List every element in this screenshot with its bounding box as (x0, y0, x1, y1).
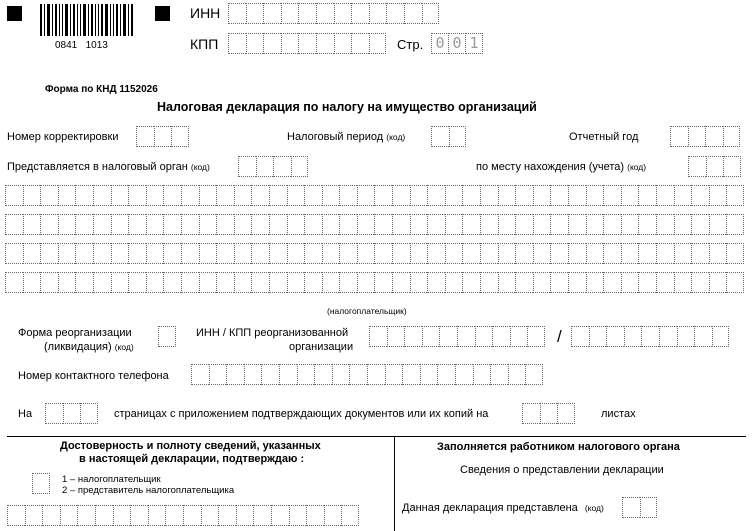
tax-authority-sub: (код) (190, 162, 210, 172)
taxpayer-caption: (налогоплательщик) (327, 306, 407, 316)
location-sub: (код) (627, 162, 647, 172)
correction-number-label: Номер корректировки (7, 131, 119, 143)
tax-authority-field[interactable] (238, 156, 308, 177)
pages-suffix: листах (601, 408, 636, 420)
reporting-year-label: Отчетный год (569, 131, 639, 143)
reorg-form-text: (ликвидация) (44, 341, 112, 353)
tax-period-text: Налоговый период (287, 131, 384, 143)
confirmation-option-1: 1 – налогоплательщик (62, 474, 161, 485)
corner-marker-right (155, 6, 170, 21)
reorg-inn-label-1: ИНН / КПП реорганизованной (196, 327, 349, 339)
inn-field[interactable] (228, 3, 439, 24)
location-text: по месту нахождения (учета) (476, 161, 625, 173)
reorg-form-label-2 (44, 341, 134, 354)
inn-kpp-separator: / (557, 327, 562, 346)
tax-period-label (287, 131, 405, 144)
reorg-inn-field[interactable] (369, 326, 545, 347)
barcode (40, 4, 135, 36)
location-label (476, 161, 646, 174)
taxpayer-name-row[interactable] (5, 243, 744, 264)
reorg-form-sub: (код) (114, 342, 134, 352)
confirmation-code-field[interactable] (32, 473, 50, 494)
reorg-inn-label-2: организации (289, 341, 354, 353)
pages-prefix: На (18, 408, 33, 420)
pages-count-field[interactable] (45, 403, 98, 424)
authority-section-title: Заполняется работником налогового органа (437, 441, 680, 453)
page-digit: 0 (431, 33, 449, 54)
tax-authority-text: Представляется в налоговый орган (7, 161, 188, 173)
phone-field[interactable] (191, 364, 543, 385)
page-number-field[interactable] (431, 33, 482, 54)
reporting-year-field[interactable] (670, 126, 740, 147)
authority-section-subtitle: Сведения о представлении декларации (460, 464, 664, 476)
correction-number-field[interactable] (136, 126, 189, 147)
tax-authority-label (7, 161, 210, 174)
submitted-sub: (код) (584, 503, 604, 513)
tax-period-field[interactable] (431, 126, 466, 147)
barcode-number: 0841 1013 (55, 40, 108, 51)
page-digit: 0 (448, 33, 466, 54)
phone-label: Номер контактного телефона (18, 370, 169, 382)
confirmation-option-2: 2 – представитель налогоплательщика (62, 485, 235, 496)
column-divider (394, 436, 395, 531)
location-field[interactable] (688, 156, 741, 177)
inn-label: ИНН (190, 5, 221, 21)
submitted-code-field[interactable] (622, 497, 657, 518)
submitted-label (402, 502, 604, 515)
reorg-kpp-field[interactable] (571, 326, 729, 347)
signer-name-field[interactable] (7, 505, 359, 526)
confirmation-title-2: в настоящей декларации, подтверждаю : (79, 453, 305, 465)
section-divider (7, 436, 746, 437)
page-title: Налоговая декларация по налогу на имущество организаций (157, 100, 537, 114)
confirmation-title-1: Достоверность и полноту сведений, указанных (60, 440, 321, 452)
reorg-form-label-1: Форма реорганизации (18, 327, 132, 339)
form-knd-label: Форма по КНД 1152026 (45, 84, 158, 95)
taxpayer-name-row[interactable] (5, 272, 744, 293)
pages-middle-text: страницах с приложением подтверждающих документов или их копий на (114, 408, 489, 420)
attachment-sheets-field[interactable] (522, 403, 575, 424)
page-digit: 1 (465, 33, 483, 54)
kpp-field[interactable] (228, 33, 386, 54)
corner-marker-left (7, 6, 22, 21)
submitted-text: Данная декларация представлена (402, 502, 578, 514)
taxpayer-name-row[interactable] (5, 185, 744, 206)
kpp-label: КПП (190, 36, 219, 52)
reorg-form-field[interactable] (158, 326, 176, 347)
tax-period-sub: (код) (386, 132, 406, 142)
page-label: Стр. (397, 37, 424, 52)
taxpayer-name-row[interactable] (5, 214, 744, 235)
